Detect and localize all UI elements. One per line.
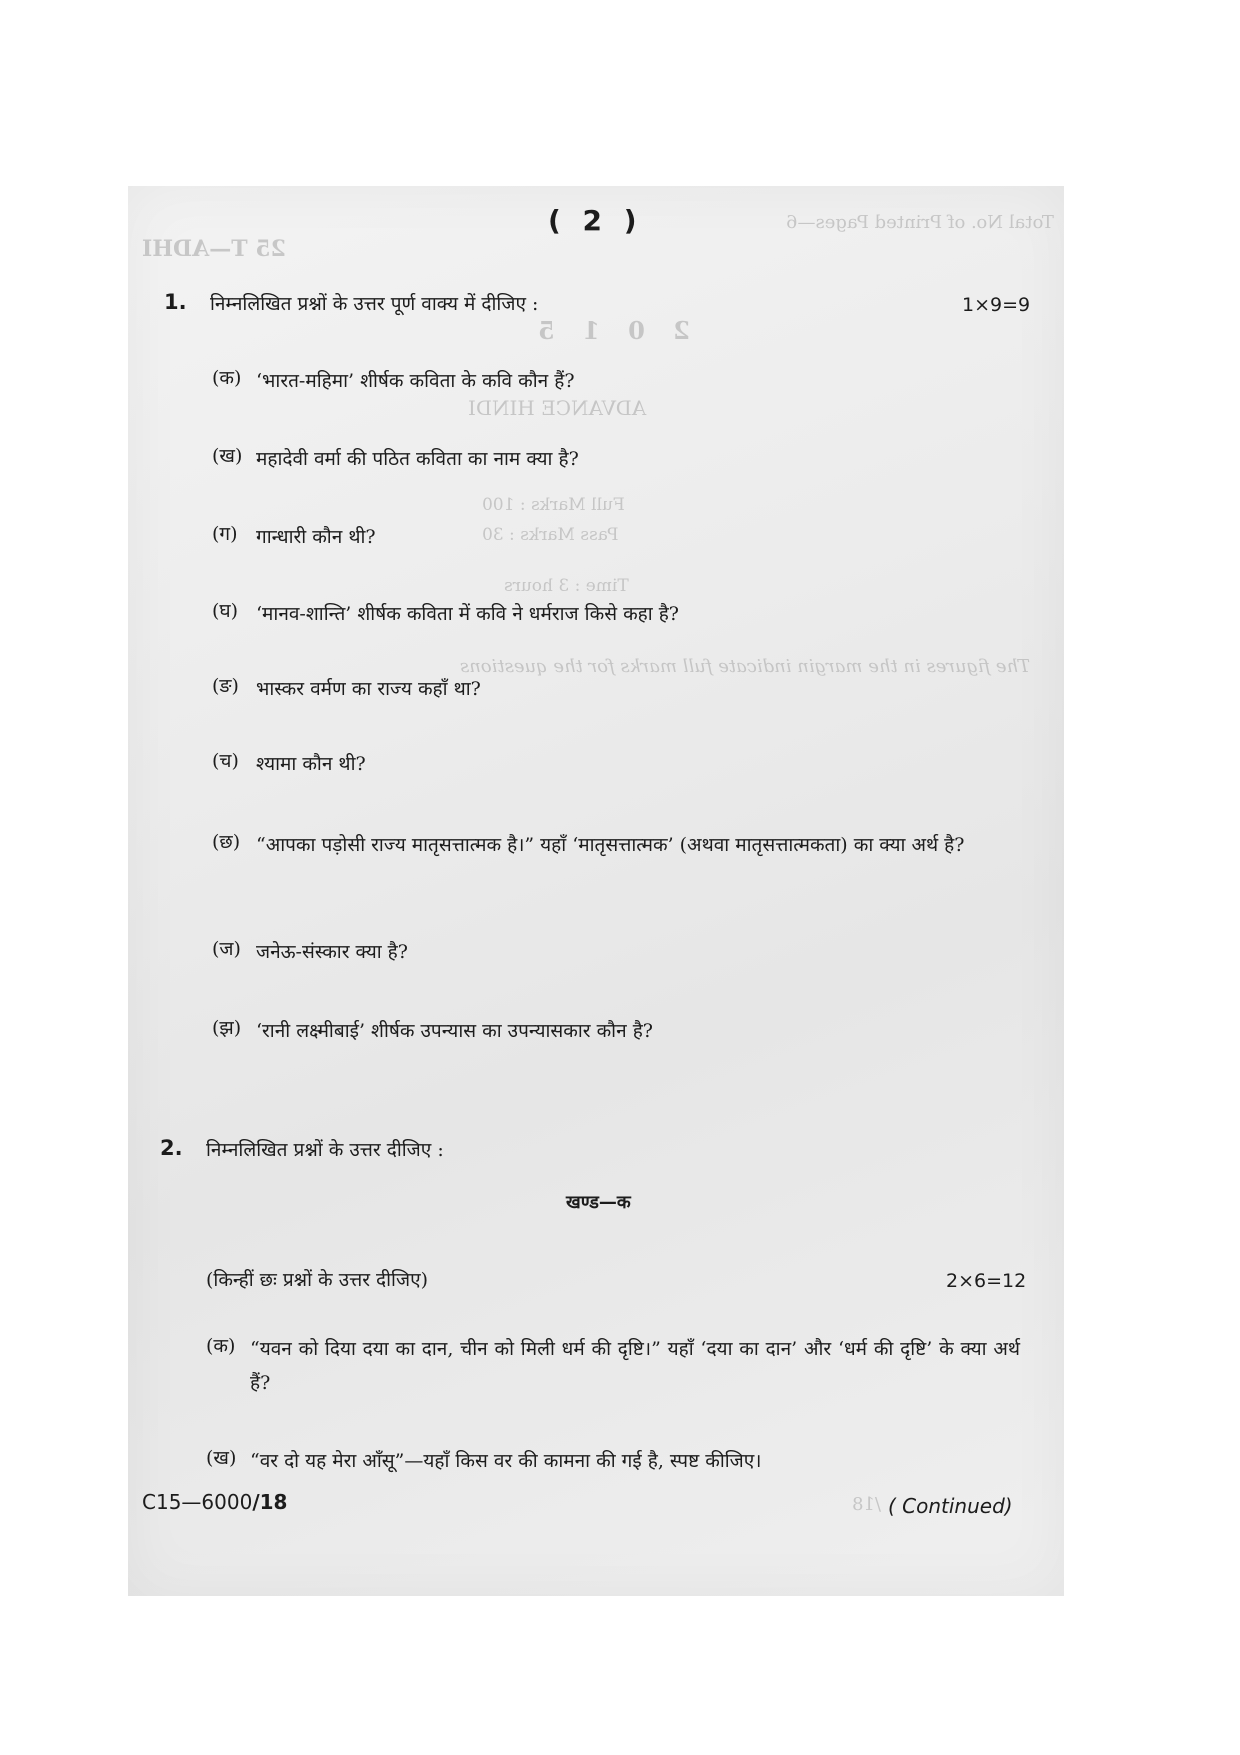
question-2-instruction: (किन्हीं छः प्रश्नों के उत्तर दीजिए) [206,1269,428,1291]
item-label: (छ) [212,831,241,853]
item-label: (क) [212,367,242,389]
item-text: “आपका पड़ोसी राज्य मातृसत्तात्मक है।” यहाँ ‘मातृसत्तात्मक’ (अथवा मातृसत्तात्मकता) का क्या अर्थ है? [256,834,965,856]
bleed-instruction: The figures in the margin indicate full marks for the questions [460,656,1031,677]
continued-label: ( Continued) [888,1494,1013,1518]
bleed-year: 2 0 1 5 [528,316,690,345]
item-label: (घ) [212,600,239,622]
paper-code-suffix: /18 [252,1490,288,1514]
paper-code-prefix: C15—6000 [142,1490,253,1514]
item-label: (ख) [212,445,243,467]
item-text: ‘रानी लक्ष्मीबाई’ शीर्षक उपन्यास का उपन्यासकार कौन है? [256,1020,653,1042]
bleed-total-pages: Total No. of Printed Pages—6 [786,212,1054,233]
item-text: ‘मानव-शान्ति’ शीर्षक कविता में कवि ने धर्मराज किसे कहा है? [256,603,679,625]
item-text: जनेऊ-संस्कार क्या है? [256,941,408,963]
bleed-paper-code: 25 T—ADHI [142,236,286,262]
bleed-full-marks: Full Marks : 100 [482,495,625,515]
item-label: (ग) [212,523,238,545]
item-label: (च) [212,750,239,772]
item-text: गान्धारी कौन थी? [256,526,376,548]
question-1-marks: 1×9=9 [962,294,1031,316]
question-2-marks: 2×6=12 [946,1270,1027,1292]
item-label: (ख) [206,1447,237,1469]
section-heading: खण्ड—क [566,1192,631,1213]
item-text: “यवन को दिया दया का दान, चीन को मिली धर्म की दृष्टि।” यहाँ ‘दया का दान’ और ‘धर्म की दृष्टि’ के क्या अर्थ हैं? [250,1338,1020,1394]
item-text: श्यामा कौन थी? [256,753,366,775]
page-number: ( 2 ) [548,204,643,237]
paper-code [142,1490,287,1514]
bleed-time: Time : 3 hours [504,576,629,596]
bleed-pass-marks: Pass Marks : 30 [482,525,619,545]
item-label: (क) [206,1335,236,1357]
item-text: भास्कर वर्मण का राज्य कहाँ था? [256,678,481,700]
item-label: (ङ) [212,675,239,697]
question-2-text: निम्नलिखित प्रश्नों के उत्तर दीजिए : [206,1139,444,1161]
bleed-subject: ADVANCE HINDI [468,396,647,420]
question-1-number: 1. [164,290,187,314]
question-1-text: निम्नलिखित प्रश्नों के उत्तर पूर्ण वाक्य में दीजिए : [210,293,539,315]
bleed-footer-code: /18 [852,1494,881,1515]
item-label: (झ) [212,1017,242,1039]
item-text: ‘भारत-महिमा’ शीर्षक कविता के कवि कौन हैं? [256,370,575,392]
item-label: (ज) [212,938,241,960]
item-text: महादेवी वर्मा की पठित कविता का नाम क्या है? [256,448,579,470]
question-2-number: 2. [160,1136,183,1160]
item-text: “वर दो यह मेरा आँसू”—यहाँ किस वर की कामना की गई है, स्पष्ट कीजिए। [250,1450,762,1472]
